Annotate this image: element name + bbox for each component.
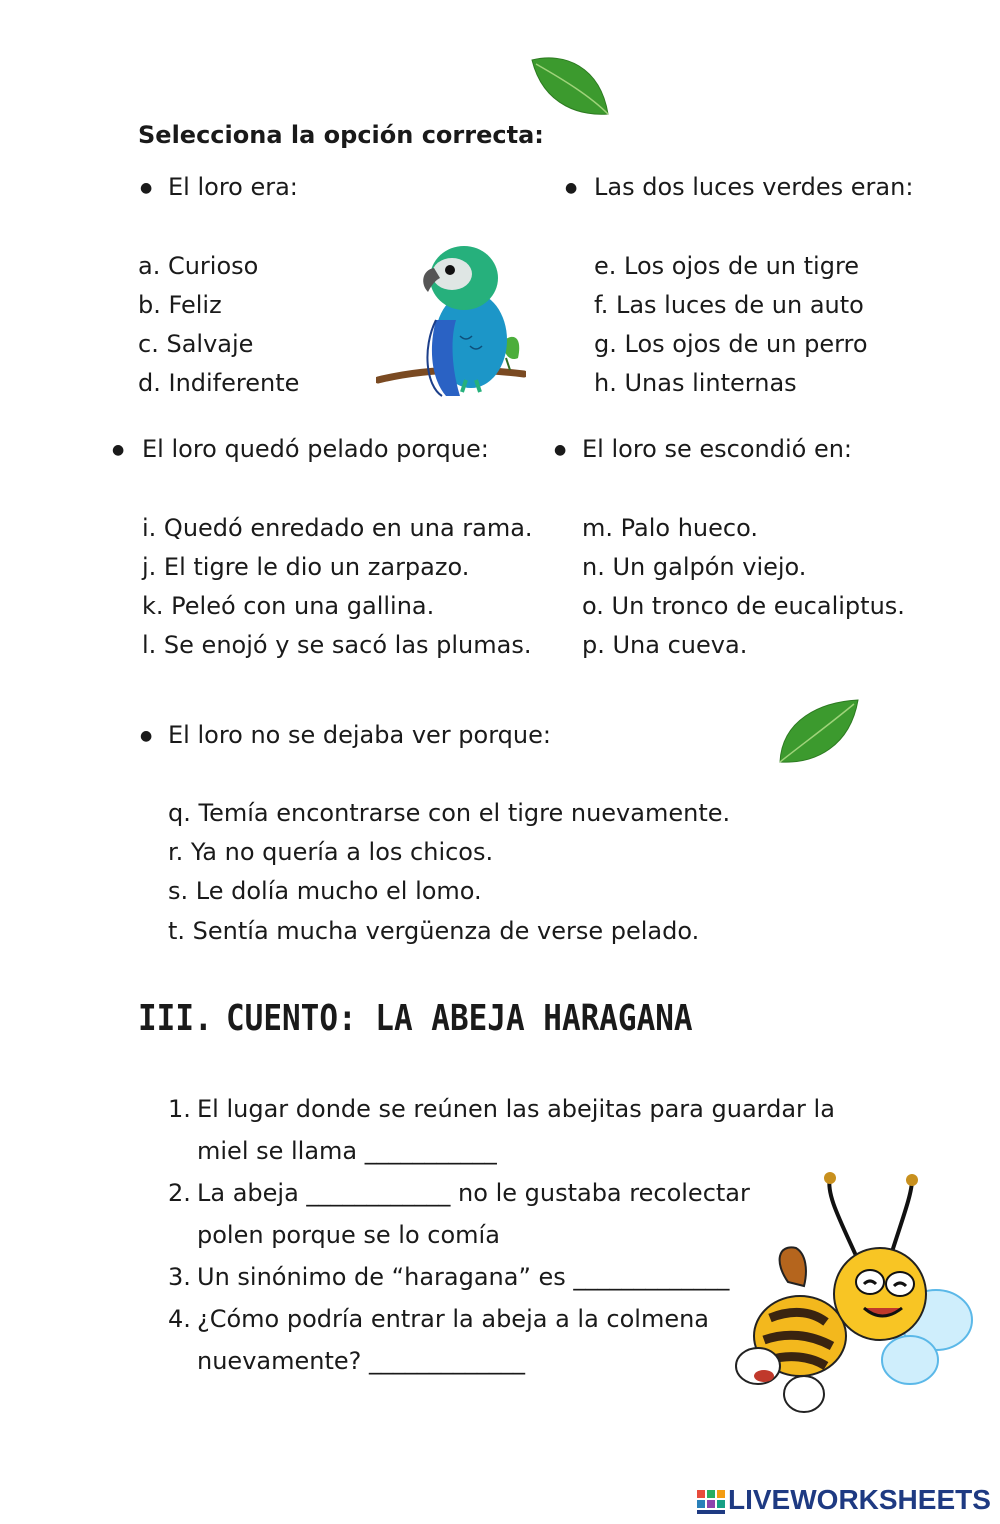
question-prompt: Las dos luces verdes eran: — [594, 173, 914, 201]
parrot-illustration — [376, 240, 526, 398]
question-prompt: El loro quedó pelado porque: — [142, 435, 489, 463]
fill-in-question[interactable]: polen porque se lo comía — [197, 1221, 500, 1249]
bullet-icon: ● — [554, 442, 567, 458]
answer-option[interactable]: h. Unas linternas — [594, 369, 797, 397]
fill-in-question[interactable]: Un sinónimo de “haragana” es _____________ — [197, 1263, 730, 1291]
question-number: 1. — [168, 1095, 191, 1123]
question-prompt: El loro no se dejaba ver porque: — [168, 721, 551, 749]
answer-option[interactable]: d. Indiferente — [138, 369, 300, 397]
answer-option[interactable]: b. Feliz — [138, 291, 222, 319]
fill-in-question[interactable]: miel se llama ___________ — [197, 1137, 497, 1165]
answer-option[interactable]: f. Las luces de un auto — [594, 291, 864, 319]
fill-in-question[interactable]: ¿Cómo podría entrar la abeja a la colmena — [197, 1305, 710, 1333]
instructions-heading: Selecciona la opción correcta: — [138, 121, 544, 149]
answer-option[interactable]: k. Peleó con una gallina. — [142, 592, 435, 620]
answer-option[interactable]: l. Se enojó y se sacó las plumas. — [142, 631, 532, 659]
answer-option[interactable]: j. El tigre le dio un zarpazo. — [142, 553, 470, 581]
question-prompt: El loro se escondió en: — [582, 435, 852, 463]
answer-option[interactable]: a. Curioso — [138, 252, 259, 280]
fill-in-question[interactable]: El lugar donde se reúnen las abejitas para guardar la — [197, 1095, 835, 1123]
liveworksheets-logo: LIVEWORKSHEETS — [728, 1484, 991, 1515]
answer-option[interactable]: m. Palo hueco. — [582, 514, 758, 542]
question-number: 4. — [168, 1305, 191, 1333]
answer-option[interactable]: s. Le dolía mucho el lomo. — [168, 877, 482, 905]
question-number: 3. — [168, 1263, 191, 1291]
bee-illustration — [730, 1170, 974, 1416]
question-prompt: El loro era: — [168, 173, 298, 201]
section-number: III. — [138, 998, 213, 1040]
answer-option[interactable]: g. Los ojos de un perro — [594, 330, 868, 358]
section-title: CUENTO: LA ABEJA HARAGANA — [226, 998, 693, 1040]
bullet-icon: ● — [140, 180, 153, 196]
fill-in-question[interactable]: nuevamente? _____________ — [197, 1347, 525, 1375]
answer-option[interactable]: t. Sentía mucha vergüenza de verse pelado. — [168, 917, 700, 945]
liveworksheets-logo-icon — [697, 1490, 725, 1516]
answer-option[interactable]: o. Un tronco de eucaliptus. — [582, 592, 905, 620]
answer-option[interactable]: c. Salvaje — [138, 330, 254, 358]
bullet-icon: ● — [140, 728, 153, 744]
fill-in-question[interactable]: La abeja ____________ no le gustaba recolectar — [197, 1179, 750, 1207]
question-number: 2. — [168, 1179, 191, 1207]
leaf-icon — [776, 696, 862, 768]
answer-option[interactable]: i. Quedó enredado en una rama. — [142, 514, 533, 542]
answer-option[interactable]: n. Un galpón viejo. — [582, 553, 807, 581]
answer-option[interactable]: e. Los ojos de un tigre — [594, 252, 860, 280]
leaf-icon — [524, 50, 612, 122]
answer-option[interactable]: p. Una cueva. — [582, 631, 748, 659]
answer-option[interactable]: r. Ya no quería a los chicos. — [168, 838, 494, 866]
bullet-icon: ● — [112, 442, 125, 458]
answer-option[interactable]: q. Temía encontrarse con el tigre nuevamente. — [168, 799, 731, 827]
bullet-icon: ● — [565, 180, 578, 196]
